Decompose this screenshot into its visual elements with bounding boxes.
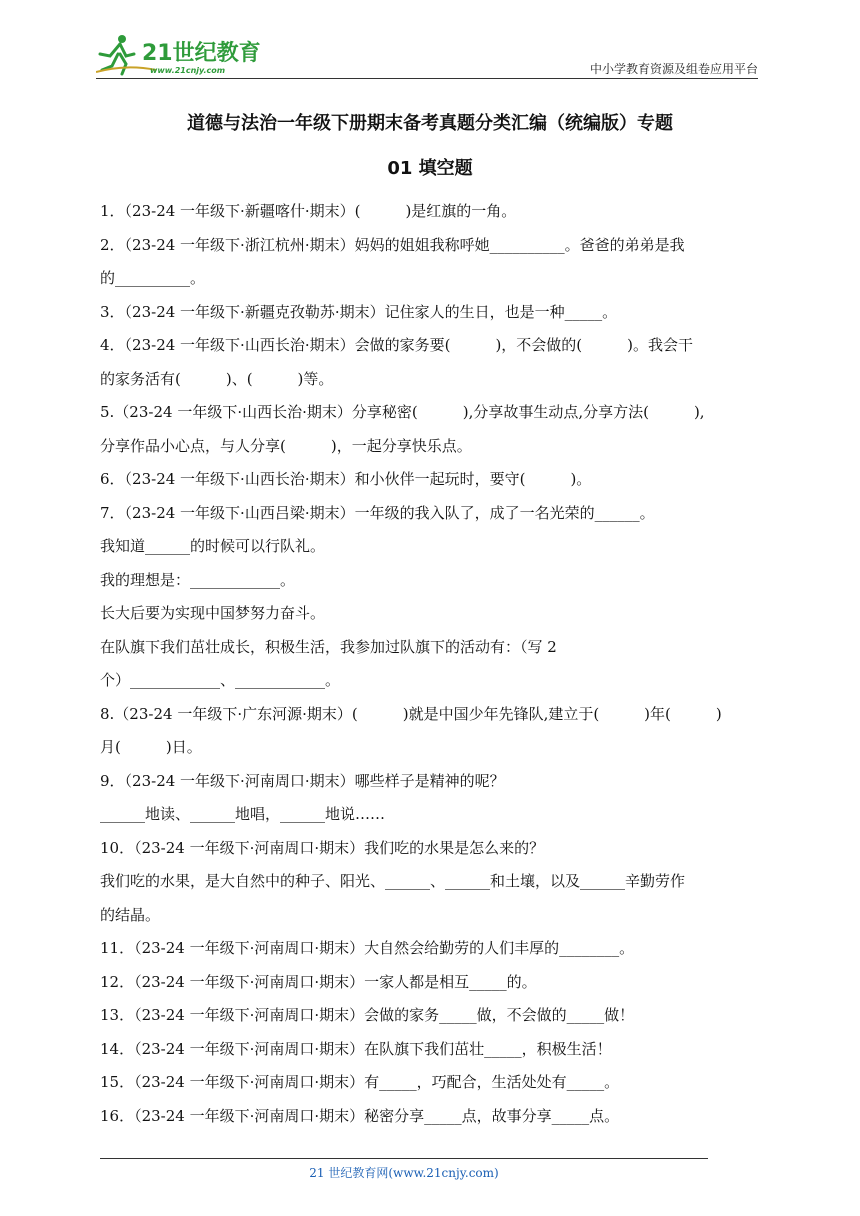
text-line: 4．（23-24 一年级下·山西长治·期末）会做的家务要( )，不会做的( )。我会干 bbox=[100, 336, 694, 354]
text-line: 9．（23-24 一年级下·河南周口·期末）哪些样子是精神的呢？ bbox=[100, 771, 505, 790]
text-line: 长大后要为实现中国梦努力奋斗。 bbox=[100, 604, 326, 622]
text-line: 的__________。 bbox=[100, 269, 206, 287]
text-line: 12．（23-24 一年级下·河南周口·期末）一家人都是相互_____的。 bbox=[100, 972, 537, 991]
text-line: 的结晶。 bbox=[100, 905, 161, 924]
text-line: 的家务活有( )、( )等。 bbox=[100, 369, 334, 388]
page-header bbox=[96, 30, 758, 78]
text-line: 个）____________、____________。 bbox=[100, 671, 341, 689]
text-line: 在队旗下我们茁壮成长，积极生活，我参加过队旗下的活动有：（写 2 bbox=[100, 637, 557, 656]
text-line: 我们吃的水果，是大自然中的种子、阳光、______、______和土壤，以及______辛勤劳作 bbox=[100, 872, 686, 890]
question-list bbox=[100, 195, 766, 1133]
text-line: 我的理想是：____________。 bbox=[100, 570, 296, 589]
section-title: 01 填空题 bbox=[387, 158, 473, 179]
logo-text: 21世纪教育 bbox=[142, 41, 261, 66]
text-line: 10．（23-24 一年级下·河南周口·期末）我们吃的水果是怎么来的？ bbox=[100, 838, 545, 857]
text-line: 11．（23-24 一年级下·河南周口·期末）大自然会给勤劳的人们丰厚的________。 bbox=[100, 939, 635, 957]
text-line: 1．（23-24 一年级下·新疆喀什·期末）( )是红旗的一角。 bbox=[100, 202, 517, 220]
text-line: 6．（23-24 一年级下·山西长治·期末）和小伙伴一起玩时，要守( )。 bbox=[100, 470, 592, 488]
document-title: 道德与法治一年级下册期末备考真题分类汇编（统编版）专题 bbox=[187, 113, 673, 134]
text-line: 5.（23-24 一年级下·山西长治·期末）分享秘密( ),分享故事生动点,分享方法( ), bbox=[100, 403, 705, 421]
text-line: 16．（23-24 一年级下·河南周口·期末）秘密分享_____点，故事分享_____点。 bbox=[100, 1106, 620, 1125]
text-line: 分享作品小心点，与人分享( )，一起分享快乐点。 bbox=[100, 436, 472, 455]
text-line: 我知道______的时候可以行队礼。 bbox=[100, 537, 326, 555]
text-line: 13．（23-24 一年级下·河南周口·期末）会做的家务_____做，不会做的_____做！ bbox=[100, 1006, 635, 1024]
text-line: 7．（23-24 一年级下·山西吕梁·期末）一年级的我入队了，成了一名光荣的______。 bbox=[100, 503, 655, 522]
text-line: 3．（23-24 一年级下·新疆克孜勒苏·期末）记住家人的生日，也是一种_____。 bbox=[100, 302, 618, 321]
footer-link[interactable]: 21 世纪教育网(www.21cnjy.com) bbox=[309, 1166, 499, 1180]
footer-divider bbox=[100, 1158, 708, 1159]
header-divider bbox=[96, 78, 758, 79]
text-line: 15．（23-24 一年级下·河南周口·期末）有_____，巧配合，生活处处有_____。 bbox=[100, 1073, 620, 1091]
text-line: 2．（23-24 一年级下·浙江杭州·期末）妈妈的姐姐我称呼她__________。爸爸的弟弟是我 bbox=[100, 235, 685, 254]
platform-name: 中小学教育资源及组卷应用平台 bbox=[589, 62, 758, 76]
text-line: 14．（23-24 一年级下·河南周口·期末）在队旗下我们茁壮_____，积极生活！ bbox=[100, 1039, 612, 1058]
text-line: 月( )日。 bbox=[100, 738, 202, 756]
logo-url-text: www.21cnjy.com bbox=[150, 66, 226, 75]
text-line: 8.（23-24 一年级下·广东河源·期末）( )就是中国少年先锋队,建立于( )年( ) bbox=[100, 704, 722, 723]
text-line: ______地读、______地唱，______地说…… bbox=[100, 805, 386, 823]
site-logo bbox=[96, 30, 266, 78]
